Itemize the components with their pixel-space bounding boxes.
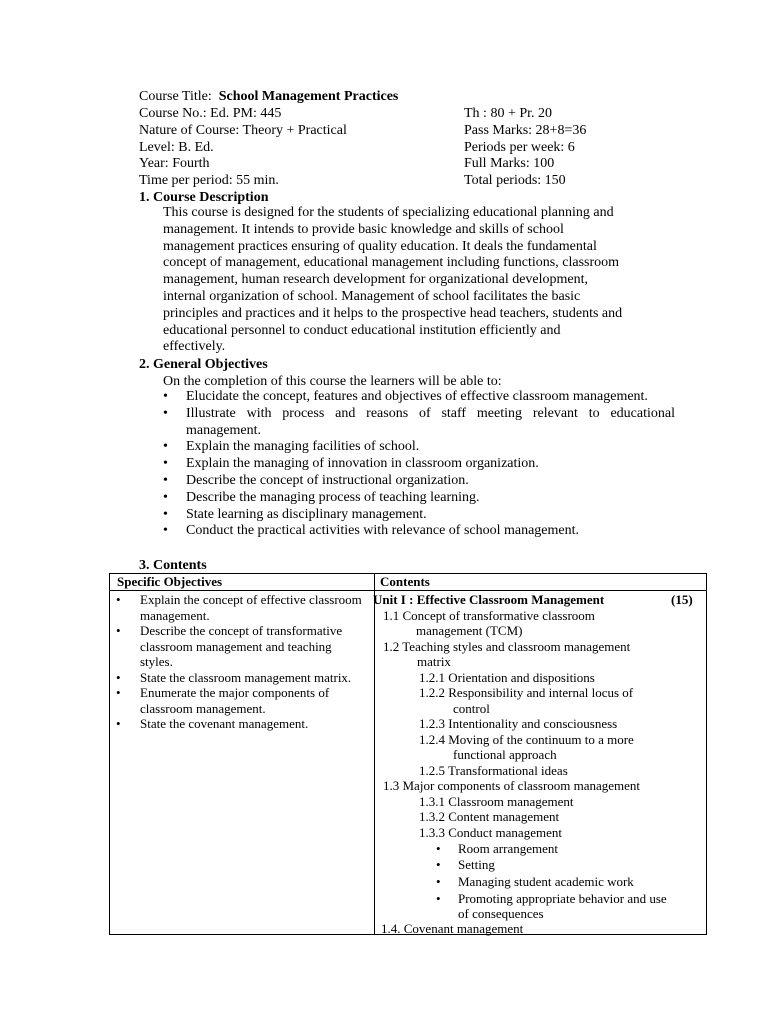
content-line: functional approach (453, 747, 557, 762)
description-line: concept of management, educational management including functions, classroom (163, 255, 620, 271)
objectives-intro: On the completion of this course the learners will be able to: (163, 374, 502, 389)
content-bullet-line: • Room arrangement (458, 841, 558, 857)
content-line: 1.3 Major components of classroom management (383, 778, 641, 793)
periods-per-week: Periods per week: 6 (464, 140, 575, 155)
content-bullet-line: • Promoting appropriate behavior and use (458, 891, 667, 907)
specific-objectives-cell (110, 591, 375, 935)
description-line: principles and practices and it helps to the prospective head teachers, students and (163, 305, 623, 321)
content-line: 1.3.1 Classroom management (419, 794, 574, 809)
content-line: 1.2.1 Orientation and dispositions (419, 670, 595, 685)
course-level: Level: B. Ed. (139, 140, 214, 155)
content-line: 1.2.2 Responsibility and internal locus of (419, 685, 634, 700)
content-line: control (453, 701, 490, 716)
full-marks: Full Marks: 100 (464, 156, 555, 171)
course-year: Year: Fourth (139, 156, 210, 171)
list-item: • Enumerate the major components of classroom management. (140, 685, 366, 716)
total-periods: Total periods: 150 (464, 173, 566, 188)
col-header-contents: Contents (375, 574, 707, 591)
objective-item: • Illustrate with process and reasons of staff meeting relevant to educational management. (163, 406, 675, 440)
description-line: management, human research development for organizational development, (163, 272, 589, 288)
objective-item: • Elucidate the concept, features and objectives of effective classroom management. (163, 389, 675, 406)
objective-item: • Conduct the practical activities with relevance of school management. (163, 523, 675, 540)
section-heading-general-objectives: 2. General Objectives (139, 357, 268, 372)
objective-item: • Describe the concept of instructional organization. (163, 473, 675, 490)
list-item: • Describe the concept of transformative classroom management and teaching styles. (140, 623, 366, 670)
objective-item: • Explain the managing of innovation in classroom organization. (163, 456, 675, 473)
description-line: effectively. (163, 339, 226, 355)
description-line: management practices ensuring of quality education. It deals the fundamental (163, 238, 597, 254)
content-line: management (TCM) (416, 623, 523, 638)
pass-marks: Pass Marks: 28+8=36 (464, 123, 587, 138)
section-heading-contents: 3. Contents (139, 558, 207, 573)
content-line: 1.1 Concept of transformative classroom (383, 608, 595, 623)
list-item: • State the covenant management. (140, 716, 366, 732)
course-description (163, 205, 673, 356)
objective-item: • Explain the managing facilities of school. (163, 439, 675, 456)
specific-objectives-list (110, 591, 374, 732)
content-line: 1.2 Teaching styles and classroom management (383, 639, 631, 654)
col-header-specific-objectives: Specific Objectives (110, 574, 375, 591)
content-line: of consequences (458, 906, 544, 921)
content-bullet-line: • Managing student academic work (458, 874, 634, 890)
nature-of-course: Nature of Course: Theory + Practical (139, 123, 347, 138)
content-line: 1.3.3 Conduct management (419, 825, 562, 840)
objective-item: • Describe the managing process of teaching learning. (163, 490, 675, 507)
list-item: • State the classroom management matrix. (140, 670, 366, 686)
content-line: 1.2.3 Intentionality and consciousness (419, 716, 618, 731)
contents-cell (375, 591, 707, 935)
content-line: 1.4. Covenant management (381, 921, 524, 936)
course-title-label: Course Title: (139, 89, 212, 104)
theory-practical-marks: Th : 80 + Pr. 20 (464, 106, 553, 121)
unit-hours: (15) (671, 592, 693, 607)
description-line: internal organization of school. Management of school facilitates the basic (163, 288, 581, 304)
table-row (110, 591, 707, 935)
time-per-period: Time per period: 55 min. (139, 173, 279, 188)
course-title: School Management Practices (218, 89, 399, 104)
list-item: • Explain the concept of effective classroom management. (140, 592, 366, 623)
general-objectives-list (163, 389, 675, 540)
content-line: 1.2.5 Transformational ideas (419, 763, 568, 778)
unit-title: Unit I : Effective Classroom Management (373, 592, 605, 607)
section-heading-course-description: 1. Course Description (139, 190, 269, 205)
content-bullet-line: • Setting (458, 857, 495, 873)
table-header-row (110, 574, 707, 591)
contents-table (109, 573, 707, 935)
content-line: 1.2.4 Moving of the continuum to a more (419, 732, 634, 747)
description-line: This course is designed for the students of specializing educational planning and (163, 205, 614, 220)
description-line: educational personnel to conduct educational institution efficiently and (163, 322, 561, 338)
objective-item: • State learning as disciplinary management. (163, 507, 675, 524)
content-line: matrix (417, 654, 451, 669)
course-title-row (139, 88, 398, 105)
description-line: management. It intends to provide basic knowledge and skills of school (163, 221, 564, 237)
course-number: Course No.: Ed. PM: 445 (139, 106, 282, 121)
content-line: 1.3.2 Content management (419, 809, 560, 824)
